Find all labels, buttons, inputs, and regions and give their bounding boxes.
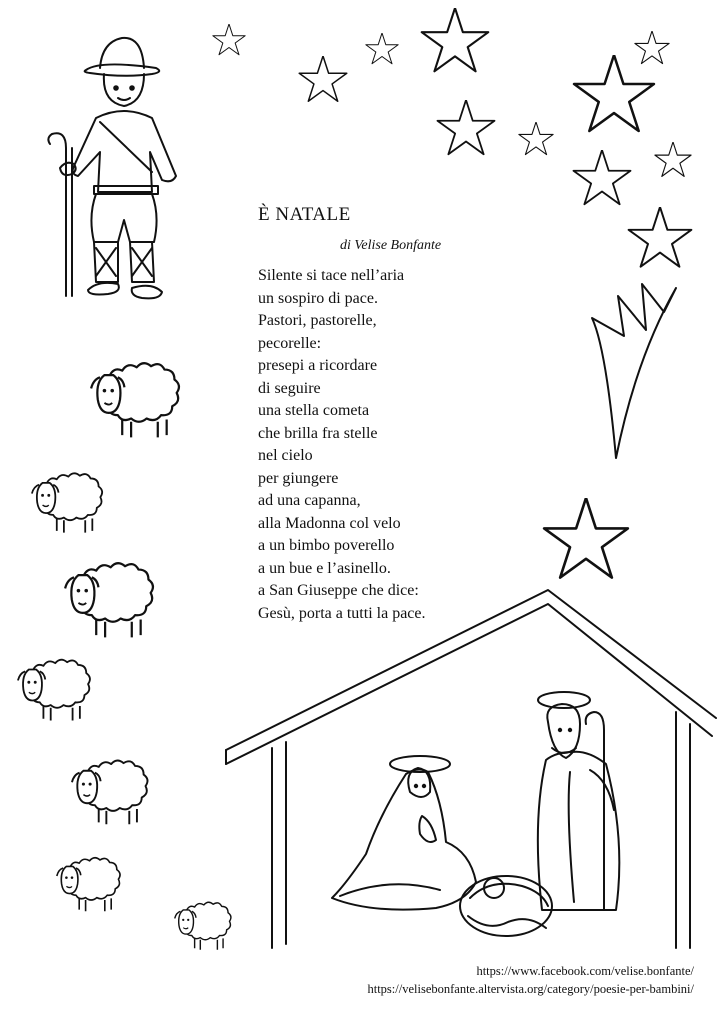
blog-link[interactable]: https://velisebonfante.altervista.org/category/poesie-per-bambini/ — [367, 982, 694, 996]
poem-line: Gesù, porta a tutti la pace. — [258, 604, 426, 622]
poem-title: È NATALE — [258, 204, 351, 225]
sheep-icon — [91, 363, 179, 437]
sheep-icon — [18, 660, 90, 721]
stars-group — [213, 8, 692, 267]
star-icon — [422, 8, 489, 71]
sheep-icon — [65, 563, 153, 637]
star-icon — [366, 33, 398, 64]
poem-line: alla Madonna col velo — [258, 514, 401, 532]
poem-line: a un bue e l’asinello. — [258, 559, 391, 577]
poem-line: a San Giuseppe che dice: — [258, 582, 419, 599]
baby-jesus-icon — [460, 876, 552, 936]
poem-body — [258, 265, 426, 625]
source-links — [367, 962, 694, 998]
comet-icon — [544, 284, 676, 578]
sheep-icon — [175, 902, 231, 949]
poem-line: Silente si tace nell’aria — [258, 267, 405, 284]
poem-line: presepi a ricordare — [258, 357, 378, 374]
star-icon — [213, 24, 245, 55]
star-icon — [574, 55, 654, 131]
poem-line: un sospiro di pace. — [258, 289, 378, 307]
star-icon — [299, 56, 347, 101]
poem-line: a un bimbo poverello — [258, 537, 395, 554]
sheep-group — [18, 363, 231, 950]
poem-line: una stella cometa — [258, 402, 370, 419]
shepherd-boy-icon — [48, 38, 176, 299]
poem-line: per giungere — [258, 469, 339, 487]
star-icon — [519, 122, 553, 155]
mary-icon — [332, 756, 476, 910]
poem-line: Pastori, pastorelle, — [258, 312, 377, 329]
joseph-icon — [538, 692, 620, 910]
sheep-icon — [32, 473, 102, 532]
poem-line: che brilla fra stelle — [258, 424, 378, 442]
sheep-icon — [72, 760, 148, 824]
poem-line: ad una capanna, — [258, 492, 361, 509]
poem-author: di Velise Bonfante — [340, 238, 442, 253]
star-icon — [655, 142, 691, 176]
star-icon — [573, 150, 630, 204]
nativity-hut-icon — [226, 590, 716, 948]
poem-line: nel cielo — [258, 447, 313, 464]
star-icon — [635, 31, 669, 64]
facebook-link[interactable]: https://www.facebook.com/velise.bonfante/ — [476, 964, 694, 978]
poem-line: di seguire — [258, 379, 321, 397]
sheep-icon — [57, 858, 120, 911]
poem-line: pecorelle: — [258, 334, 322, 352]
star-icon — [629, 207, 692, 267]
star-icon — [437, 100, 494, 154]
